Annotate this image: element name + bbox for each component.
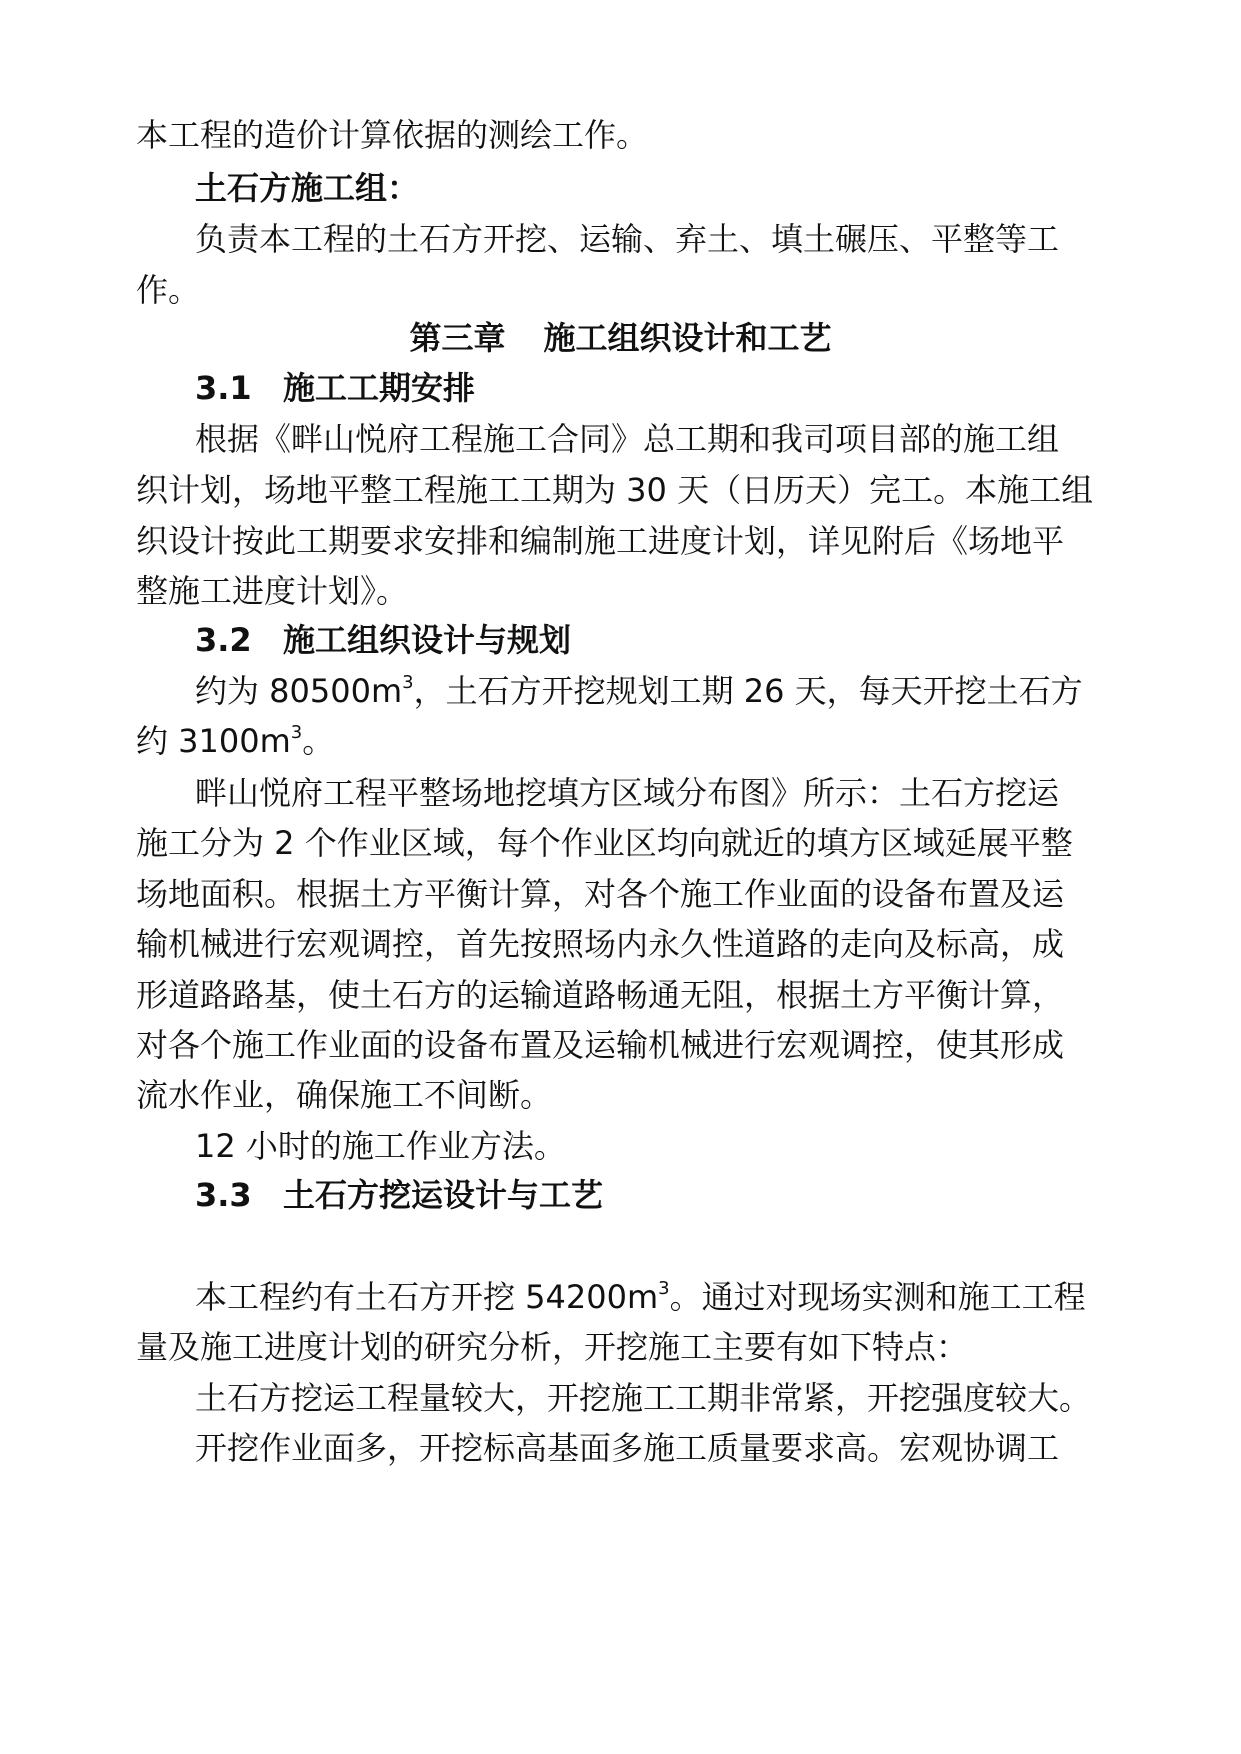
paragraph-line: 畔山悦府工程平整场地挖填方区域分布图》所示：土石方挖运 xyxy=(195,774,1060,812)
text-run: 。通过对现场实测和施工工程 xyxy=(669,1278,1086,1316)
chapter-heading xyxy=(0,310,1241,366)
paragraph-line xyxy=(195,663,1083,719)
paragraph-line: 流水作业，确保施工不间断。 xyxy=(136,1076,553,1114)
superscript: 3 xyxy=(658,1278,670,1299)
text-run: 约为 80500m xyxy=(195,672,403,710)
section-heading-3-1 xyxy=(195,360,475,416)
section-number: 3.1 xyxy=(195,369,252,407)
paragraph-line: 作。 xyxy=(136,271,201,309)
section-heading-earthwork-team: 土石方施工组： xyxy=(195,169,420,207)
text-run: ，土石方开挖规划工期 26 天，每天开挖土石方 xyxy=(413,672,1083,710)
paragraph-line: 根据《畔山悦府工程施工合同》总工期和我司项目部的施工组 xyxy=(195,420,1060,458)
text-run: 约 3100m xyxy=(136,722,291,760)
paragraph-line: 形道路路基，使土石方的运输道路畅通无阻，根据土方平衡计算， xyxy=(136,976,1065,1014)
paragraph-line: 12 小时的施工作业方法。 xyxy=(195,1127,566,1165)
section-title: 施工工期安排 xyxy=(283,369,476,407)
superscript: 3 xyxy=(290,722,303,743)
section-title: 施工组织设计与规划 xyxy=(283,621,572,659)
paragraph-line: 开挖作业面多，开挖标高基面多施工质量要求高。宏观协调工 xyxy=(195,1429,1060,1467)
paragraph-line: 施工分为 2 个作业区域，每个作业区均向就近的填方区域延展平整 xyxy=(136,824,1073,862)
paragraph-line xyxy=(195,1269,1086,1325)
superscript: 3 xyxy=(402,672,414,693)
section-title: 土石方挖运设计与工艺 xyxy=(283,1176,604,1214)
paragraph-line: 量及施工进度计划的研究分析，开挖施工主要有如下特点： xyxy=(136,1328,969,1366)
paragraph-line: 对各个施工作业面的设备布置及运输机械进行宏观调控，使其形成 xyxy=(136,1026,1065,1064)
paragraph-line: 土石方挖运工程量较大，开挖施工工期非常紧，开挖强度较大。 xyxy=(195,1379,1092,1417)
paragraph-line: 输机械进行宏观调控，首先按照场内永久性道路的走向及标高，成 xyxy=(136,925,1065,963)
section-heading-3-2 xyxy=(195,612,571,668)
paragraph-line xyxy=(136,713,334,769)
paragraph-line: 场地面积。根据土方平衡计算，对各个施工作业面的设备布置及运 xyxy=(136,875,1065,913)
paragraph-line: 整施工进度计划》。 xyxy=(136,572,409,610)
paragraph-line: 织设计按此工期要求安排和编制施工进度计划，详见附后《场地平 xyxy=(136,522,1065,560)
chapter-title: 施工组织设计和工艺 xyxy=(543,319,832,357)
chapter-number: 第三章 xyxy=(409,319,506,357)
section-number: 3.2 xyxy=(195,621,252,659)
paragraph-line: 本工程的造价计算依据的测绘工作。 xyxy=(136,116,649,154)
paragraph-line: 负责本工程的土石方开挖、运输、弃土、填土碾压、平整等工 xyxy=(195,220,1060,258)
text-run: 本工程约有土石方开挖 54200m xyxy=(195,1278,659,1316)
section-heading-3-3 xyxy=(195,1167,603,1223)
paragraph-line: 织计划，场地平整工程施工工期为 30 天（日历天）完工。本施工组 xyxy=(136,471,1094,509)
section-number: 3.3 xyxy=(195,1176,252,1214)
text-run: 。 xyxy=(302,722,335,760)
